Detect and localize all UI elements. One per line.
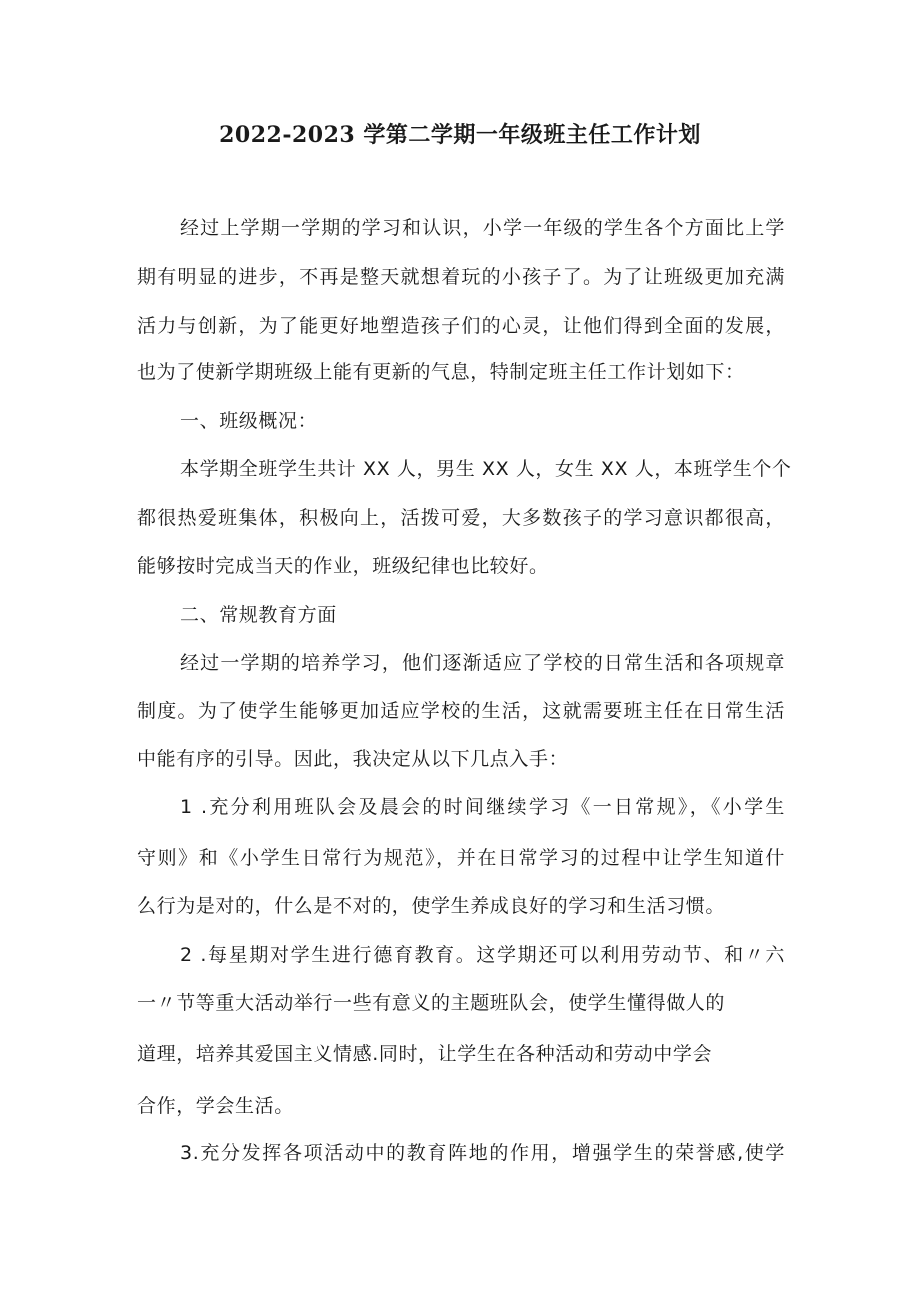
- page-title: 2022-2023 学第二学期一年级班主任工作计划: [219, 122, 701, 148]
- list-item-line: 1 .充分利用班队会及晨会的时间继续学习《一日常规》，《小学生: [180, 796, 785, 818]
- section-heading: 一、班级概况：: [180, 410, 318, 432]
- list-item-line: 一〃节等重大活动举行一些有意义的主题班队会，使学生懂得做人的: [137, 992, 726, 1014]
- paragraph-line: 经过一学期的培养学习，他们逐渐适应了学校的日常生活和各项规章: [180, 652, 785, 674]
- paragraph-line: 制度。为了使学生能够更加适应学校的生活，这就需要班主任在日常生活: [137, 700, 785, 722]
- paragraph-line: 都很热爱班集体，积极向上，活拨可爱，大多数孩子的学习意识都很高，: [137, 507, 785, 529]
- list-item-line: 守则》和《小学生日常行为规范》，并在日常学习的过程中让学生知道什: [137, 847, 785, 869]
- list-item-line: 2 .每星期对学生进行德育教育。这学期还可以利用劳动节、和〃六: [180, 944, 785, 966]
- list-item-line: 3.充分发挥各项活动中的教育阵地的作用，增强学生的荣誉感,使学: [180, 1142, 785, 1164]
- paragraph-line: 经过上学期一学期的学习和认识，小学一年级的学生各个方面比上学: [180, 217, 785, 239]
- paragraph-line: 中能有序的引导。因此，我决定从以下几点入手：: [137, 748, 569, 770]
- paragraph-line: 活力与创新，为了能更好地塑造孩子们的心灵，让他们得到全面的发展，: [137, 315, 785, 337]
- paragraph-line: 也为了使新学期班级上能有更新的气息，特制定班主任工作计划如下：: [137, 361, 745, 383]
- list-item-line: 道理，培养其爱国主义情感.同时，让学生在各种活动和劳动中学会: [137, 1043, 713, 1065]
- list-item-line: 合作，学会生活。: [137, 1095, 294, 1117]
- list-item-line: 么行为是对的，什么是不对的，使学生养成良好的学习和生活习惯。: [137, 895, 726, 917]
- paragraph-line: 期有明显的进步，不再是整天就想着玩的小孩子了。为了让班级更加充满: [137, 266, 785, 288]
- paragraph-line: 能够按时完成当天的作业，班级纪律也比较好。: [137, 555, 549, 577]
- paragraph-line: 本学期全班学生共计 XX 人，男生 XX 人，女生 XX 人，本班学生个个: [180, 458, 792, 480]
- section-heading: 二、常规教育方面: [180, 604, 337, 626]
